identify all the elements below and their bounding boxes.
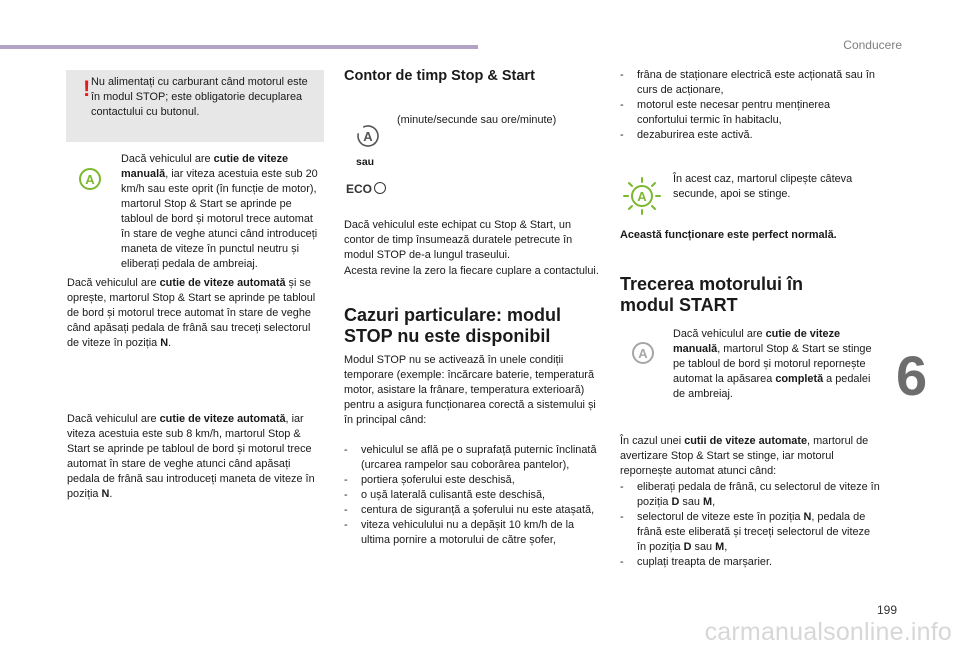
automatic-restart-paragraph: În cazul unei cutii de viteze automate, martorul de avertizare Stop & Start se stinge, iar motorul repornește automat atunci când: — [620, 435, 869, 477]
stop-start-gray-icon — [356, 124, 380, 148]
manual-gearbox-paragraph: Dacă vehiculul are cutie de viteze manuală, iar viteza acestuia este sub 20 km/h sau este oprit (în funcție de motor), martorul Stop & Start se aprinde pe tabloul de bord și motorul trece automat în stare de veghe atunci când introduceți maneta de viteze în punctul neutru și eliberați pedala de ambreiaj. — [121, 153, 318, 270]
list-item: - frâna de staționare electrică este acționată sau în curs de acționare, — [620, 68, 882, 98]
svg-text:A: A — [638, 346, 648, 361]
heading-timer: Contor de timp Stop & Start — [344, 68, 535, 84]
list-item: - o ușă laterală culisantă este deschisă, — [344, 488, 604, 503]
timer-units-text: (minute/secunde sau ore/minute) — [397, 114, 557, 126]
eco-icon: ECO — [346, 182, 386, 196]
warning-icon: ! — [83, 76, 91, 101]
svg-text:A: A — [363, 129, 373, 144]
timer-reset-paragraph: Acesta revine la zero la fiecare cuplare a contactului. — [344, 265, 599, 277]
warning-text: Nu alimentați cu carburant când motorul este în modul STOP; este obligatorie decuplarea contactului cu butonul. — [91, 76, 308, 118]
section-title: Conducere — [843, 38, 902, 52]
watermark: carmanualsonline.info — [704, 618, 952, 646]
page-number: 199 — [877, 603, 898, 617]
list-item: - dezaburirea este activă. — [620, 128, 882, 143]
special-cases-intro: Modul STOP nu se activează în unele condiții temporare (exemple: încărcare baterie, temperatură motor, asistare la frânare, temperatura exterioară) pentru a asigura funcționarea corectă a sistemului și în principal când: — [344, 354, 596, 426]
manual-restart-paragraph: Dacă vehiculul are cutie de viteze manuală, martorul Stop & Start se stinge pe tabloul de bord și motorul repornește automat la apăsarea completă a pedalei de ambreiaj. — [673, 328, 872, 400]
stop-start-green-icon — [77, 166, 103, 192]
timer-paragraph: Dacă vehiculul este echipat cu Stop & Start, un contor de timp însumează duratele petrecute în modul STOP de-a lungul traseului. — [344, 219, 573, 261]
list-item: - centura de siguranță a șoferului nu este atașată, — [344, 503, 604, 518]
automatic-speed-paragraph: Dacă vehiculul are cutie de viteze automată, iar viteza acestuia este sub 8 km/h, martorul Stop & Start se aprinde pe tabloul de bord și motorul trece automat în stare de veghe atunci când apăsați pedala de frână sau introduceți maneta de viteze în poziția N. — [67, 413, 315, 500]
list-item: - vehiculul se află pe o suprafață puternic înclinată (urcarea rampelor sau coborârea pantelor), — [344, 443, 604, 473]
list-item: - portiera șoferului este deschisă, — [344, 473, 604, 488]
list-item: - eliberați pedala de frână, cu selectorul de viteze în poziția D sau M, — [620, 480, 882, 510]
list-item: - selectorul de viteze este în poziția N, pedala de frână este eliberată și treceți selectorul de viteze în poziția D sau M, — [620, 510, 882, 555]
normal-operation-note: Această funcționare este perfect normală. — [620, 229, 837, 241]
list-item: - cuplați treapta de marșarier. — [620, 555, 882, 570]
or-label: sau — [356, 156, 375, 168]
automatic-gearbox-paragraph: Dacă vehiculul are cutie de viteze automată și se oprește, martorul Stop & Start se aprinde pe tabloul de bord și motorul trece automat în stare de veghe când apăsați pedala de frână sau treceți selectorul de viteze în poziția N. — [67, 277, 316, 349]
list-item: - motorul este necesar pentru menținerea confortului termic în habitaclu, — [620, 98, 882, 128]
svg-text:A: A — [85, 172, 95, 187]
restart-conditions-list — [620, 480, 882, 570]
header-accent-bar — [0, 45, 478, 49]
svg-text:A: A — [637, 189, 647, 204]
conditions-list — [344, 443, 604, 548]
heading-start-mode: Trecerea motorului în modul START — [620, 274, 804, 315]
stop-start-off-icon — [630, 340, 656, 366]
stop-start-blinking-icon — [622, 176, 662, 216]
heading-special-cases: Cazuri particulare: modul STOP nu este disponibil — [344, 305, 562, 346]
list-item: - viteza vehiculului nu a depășit 10 km/h de la ultima pornire a motorului de către șofer, — [344, 518, 604, 548]
chapter-number: 6 — [896, 344, 928, 407]
blink-text: În acest caz, martorul clipește câteva secunde, apoi se stinge. — [673, 173, 853, 200]
conditions-list-continued — [620, 68, 882, 143]
